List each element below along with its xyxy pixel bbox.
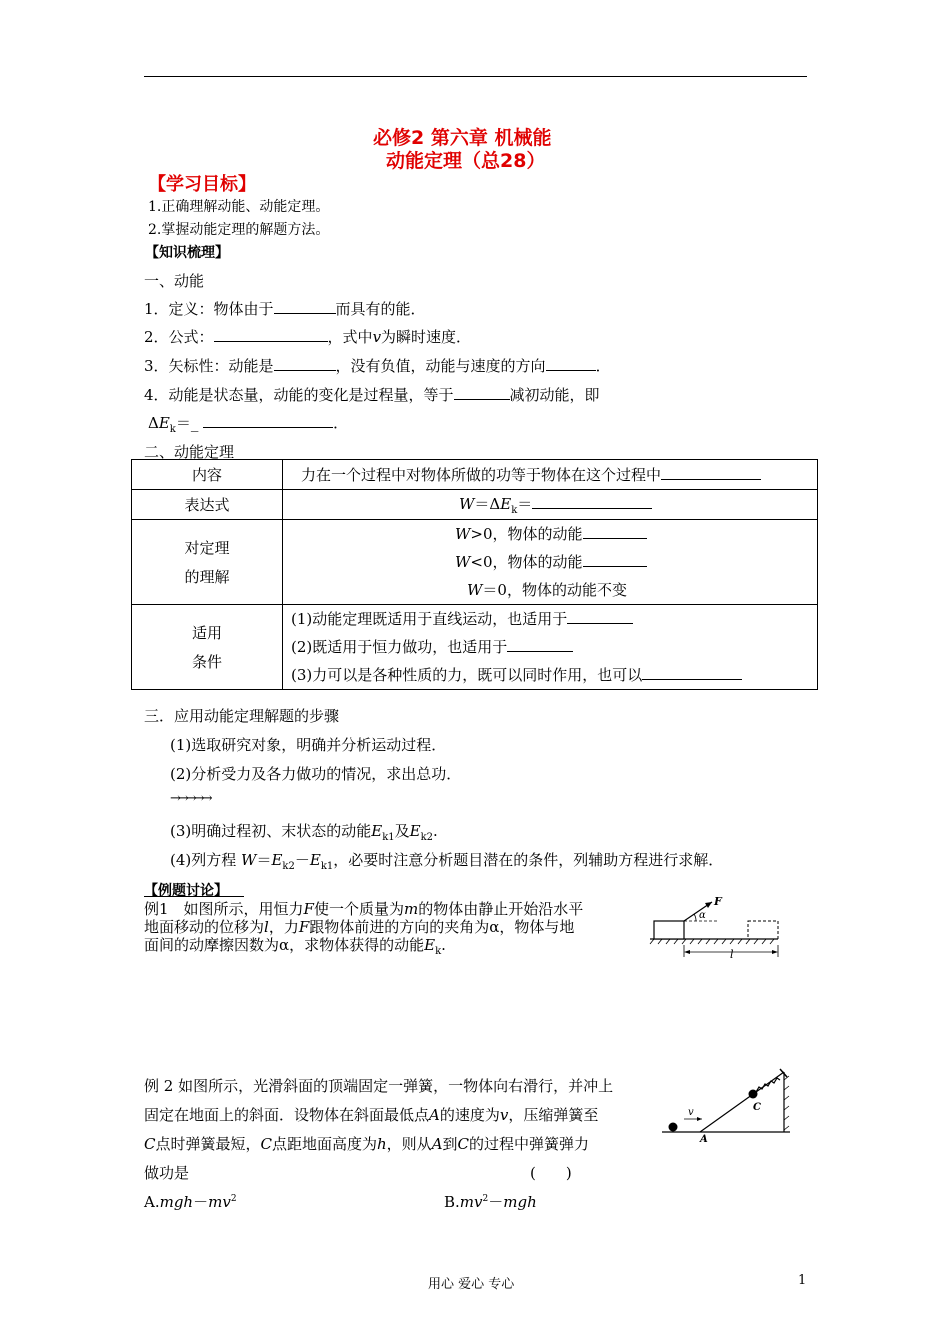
blank[interactable] [214, 327, 328, 342]
table-row [132, 605, 818, 690]
title-line-1: 必修2 第六章 机械能 [373, 127, 552, 149]
footer-slogan: 用心 爱心 专心 [428, 1277, 515, 1292]
knowledge-heading: 【知识梳理】 [145, 245, 229, 261]
delta-line: $\Delta E_k=\_$ ． [148, 414, 349, 435]
table-label: 内容 [132, 460, 283, 490]
block-start [654, 921, 684, 939]
example-2-line-3: C点时弹簧最短，C点距地面高度为h，则从A到C的过程中弹簧弹力 [144, 1135, 590, 1153]
option-b[interactable]: $B.mv^2-mgh$ [444, 1193, 537, 1211]
theorem-table [131, 459, 818, 690]
goal-item-1: 1.正确理解动能、动能定理。 [148, 199, 330, 215]
blank[interactable] [532, 494, 652, 509]
point-c-ball [749, 1090, 758, 1099]
example-1-line-2: 地面移动的位移为l，力F跟物体前进的方向的夹角为α，物体与地 [144, 918, 575, 936]
angle-label: α [699, 910, 706, 921]
goal-item-2: 2.掌握动能定理的解题方法。 [148, 222, 330, 238]
block-end [748, 921, 778, 939]
sliding-ball [669, 1123, 678, 1132]
definition-line: 1．定义：物体由于 而具有的能． [144, 300, 426, 318]
table-cell: $W=\Delta E_k=$ [283, 490, 818, 520]
step-4: (4)列方程 $W=E_{k2}-E_{k1}$，必要时注意分析题目潜在的条件，列辅助方程进行求解． [170, 851, 724, 872]
section-1-title: 一、动能 [144, 272, 205, 290]
answer-paren[interactable]: ( ) [530, 1164, 572, 1182]
option-a[interactable]: $A.mgh-mv^2$ [144, 1193, 237, 1211]
blank[interactable] [567, 609, 633, 624]
blank[interactable] [454, 385, 510, 400]
blank[interactable] [583, 524, 647, 539]
step-1: (1)选取研究对象，明确并分析运动过程． [170, 736, 447, 754]
state-line: 4．动能是状态量，动能的变化是过程量，等于 减初动能，即 [144, 386, 600, 404]
table-label: 表达式 [132, 490, 283, 520]
formula-line: 2．公式： ，式中v为瞬时速度． [144, 328, 472, 346]
blank[interactable] [583, 552, 647, 567]
blank[interactable] [642, 665, 742, 680]
example-1-figure [648, 890, 783, 965]
point-a-label: A [700, 1134, 708, 1145]
point-c-label: C [753, 1102, 761, 1113]
blank[interactable] [661, 465, 761, 480]
displacement-label: l [730, 948, 734, 961]
page-number: 1 [798, 1273, 807, 1288]
header-rule [144, 76, 807, 77]
title-line-2: 动能定理（总28） [386, 150, 546, 172]
example-2-figure [660, 1065, 795, 1145]
heading-underline [144, 896, 244, 897]
example-2-line-1: 例 2 如图所示，光滑斜面的顶端固定一弹簧，一物体向右滑行，并冲上 [144, 1077, 614, 1095]
table-cell: (1)动能定理既适用于直线运动，也适用于 (2)既适用于恒力做功，也适用于 (3)力可以是各种性质的力，既可以同时作用，也可以 [283, 605, 818, 690]
example-2-line-4: 做功是 [144, 1164, 190, 1182]
table-row [132, 490, 818, 520]
arrow-chain: →→→→→ [170, 791, 210, 806]
blank[interactable] [507, 637, 573, 652]
blank[interactable] [546, 356, 596, 371]
example-2-line-2: 固定在地面上的斜面．设物体在斜面最低点A的速度为v，压缩弹簧至 [144, 1106, 599, 1124]
velocity-label: v [688, 1107, 694, 1118]
example-1-line-1: 例1 如图所示，用恒力F使一个质量为m的物体由静止开始沿水平 [144, 900, 584, 918]
examples-heading: 【例题讨论】 [144, 883, 228, 899]
step-3: (3)明确过程初、末状态的动能$E_{k1}$及$E_{k2}$. [170, 822, 438, 843]
blank[interactable] [274, 299, 336, 314]
force-label: F [714, 895, 722, 908]
table-label: 对定理 的理解 [132, 520, 283, 605]
section-2-title: 二、动能定理 [144, 443, 235, 461]
steps-title: 三．应用动能定理解题的步骤 [144, 707, 340, 725]
table-label: 适用 条件 [132, 605, 283, 690]
blank[interactable] [203, 413, 333, 428]
blank[interactable] [274, 356, 336, 371]
vector-line: 3．矢标性：动能是 ，没有负值，动能与速度的方向 ． [144, 357, 611, 375]
goals-heading: 【学习目标】 [148, 174, 256, 195]
table-cell: W>0，物体的动能 W<0，物体的动能 W＝0，物体的动能不变 [283, 520, 818, 605]
table-row [132, 520, 818, 605]
step-2: (2)分析受力及各力做功的情况，求出总功． [170, 765, 462, 783]
example-1-line-3: 面间的动摩擦因数为α，求物体获得的动能$E_k$. [144, 936, 446, 957]
table-cell: 力在一个过程中对物体所做的功等于物体在这个过程中 [283, 460, 818, 490]
table-row [132, 460, 818, 490]
